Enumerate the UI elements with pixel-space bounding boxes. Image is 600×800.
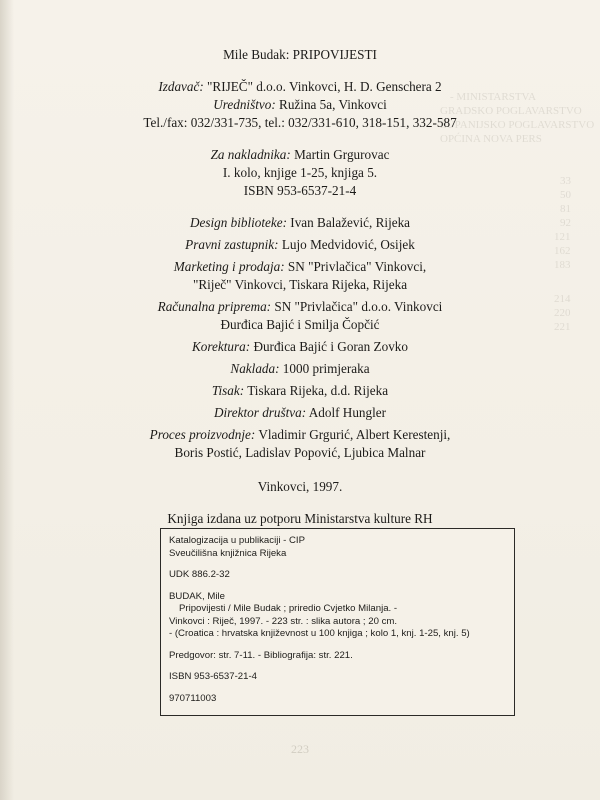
design-value: Ivan Balažević, Rijeka xyxy=(290,215,411,230)
director-label: Direktor društva: xyxy=(213,405,307,420)
bleed-number: 221 xyxy=(554,321,571,333)
production-line xyxy=(60,426,540,444)
bleed-line: GRADSKO POGLAVARSTVO xyxy=(440,105,582,117)
production-line-2: Boris Postić, Ladislav Popović, Ljubica Malnar xyxy=(174,445,426,460)
production-value: Vladimir Grgurić, Albert Kerestenji, xyxy=(258,427,451,442)
computer-value: SN "Privlačica" d.o.o. Vinkovci xyxy=(274,299,443,314)
bleed-number: 33 xyxy=(560,175,571,187)
printer-value: Tiskara Rijeka, d.d. Rijeka xyxy=(247,383,389,398)
place-year: Vinkovci, 1997. xyxy=(257,479,343,494)
cip-isbn: ISBN 953-6537-21-4 xyxy=(169,671,257,682)
bleed-page-number: 223 xyxy=(291,742,309,756)
computer-line xyxy=(60,298,540,316)
print-run-value: 1000 primjeraka xyxy=(282,361,370,376)
colophon xyxy=(60,46,540,528)
phones-line: Tel./fax: 032/331-735, tel.: 032/331-610, 318-151, 332-587 xyxy=(143,115,457,130)
ministry-support: Knjiga izdana uz potporu Ministarstva kulture RH xyxy=(167,511,433,526)
cip-library: Sveučilišna knjižnica Rijeka xyxy=(169,547,287,559)
bleed-number: 214 xyxy=(554,293,571,305)
legal-label: Pravni zastupnik: xyxy=(185,237,279,252)
cip-header: Katalogizacija u publikaciji - CIP xyxy=(169,535,305,546)
bleed-number: 162 xyxy=(554,245,571,257)
cip-author: BUDAK, Mile xyxy=(169,590,225,602)
publisher-label: Izdavač: xyxy=(158,79,204,94)
bleed-number: 92 xyxy=(560,217,571,229)
for-publisher-line xyxy=(60,146,540,164)
printer-line xyxy=(60,382,540,400)
marketing-label: Marketing i prodaja: xyxy=(173,259,285,274)
design-label: Design biblioteke: xyxy=(189,215,287,230)
marketing-value: SN "Privlačica" Vinkovci, xyxy=(287,259,427,274)
print-run-label: Naklada: xyxy=(230,361,280,376)
bleed-number: 121 xyxy=(554,231,571,243)
for-publisher-label: Za nakladnika: xyxy=(210,147,291,162)
cip-number: 970711003 xyxy=(169,692,217,704)
publisher-line xyxy=(60,78,540,96)
cip-notes: Predgovor: str. 7-11. - Bibliografija: str. 221. xyxy=(169,649,353,661)
design-line xyxy=(60,214,540,232)
production-label: Proces proizvodnje: xyxy=(149,427,256,442)
publisher-value: "RIJEČ" d.o.o. Vinkovci, H. D. Genschera 2 xyxy=(207,79,442,94)
for-publisher-value: Martin Grgurovac xyxy=(294,147,390,162)
computer-line-2: Đurđica Bajić i Smilja Čopčić xyxy=(220,317,380,332)
page-fold-shadow xyxy=(0,0,14,800)
bleed-line: OPĆINA NOVA PERS xyxy=(440,133,542,145)
cip-record-box xyxy=(160,528,515,716)
marketing-line xyxy=(60,258,540,276)
print-run-line xyxy=(60,360,540,378)
director-line xyxy=(60,404,540,422)
legal-line xyxy=(60,236,540,254)
cip-title: Pripovijesti / Mile Budak ; priredio Cvjetko Milanja. - xyxy=(179,603,398,614)
bleed-number: 81 xyxy=(560,203,571,215)
bleed-line: ŽUPANIJSKO POGLAVARSTVO xyxy=(440,119,595,131)
editorial-line xyxy=(60,96,540,114)
bleed-number: 220 xyxy=(554,307,571,319)
computer-label: Računalna priprema: xyxy=(157,299,272,314)
bleed-number: 183 xyxy=(554,259,571,271)
cip-udk: UDK 886.2-32 xyxy=(169,569,230,580)
legal-value: Lujo Medvidović, Osijek xyxy=(281,237,415,252)
cip-imprint: Vinkovci : Riječ, 1997. - 223 str. : slika autora ; 20 cm. xyxy=(169,615,398,627)
bleed-number: 50 xyxy=(560,189,571,201)
cip-series: - (Croatica : hrvatska književnost u 100 knjiga ; kolo 1, knj. 1-25, knj. 5) xyxy=(169,628,470,639)
editorial-value: Ružina 5a, Vinkovci xyxy=(279,97,387,112)
isbn-line: ISBN 953-6537-21-4 xyxy=(243,183,357,198)
series-line: I. kolo, knjige 1-25, knjiga 5. xyxy=(222,165,378,180)
director-value: Adolf Hungler xyxy=(308,405,387,420)
marketing-line-2: "Riječ" Vinkovci, Tiskara Rijeka, Rijeka xyxy=(192,277,408,292)
editorial-label: Uredništvo: xyxy=(213,97,276,112)
printer-label: Tisak: xyxy=(211,383,245,398)
book-title: Mile Budak: PRIPOVIJESTI xyxy=(223,47,377,62)
proof-line xyxy=(60,338,540,356)
proof-value: Đurđica Bajić i Goran Zovko xyxy=(253,339,408,354)
bleed-line: - MINISTARSTVA xyxy=(450,91,537,103)
proof-label: Korektura: xyxy=(192,339,251,354)
